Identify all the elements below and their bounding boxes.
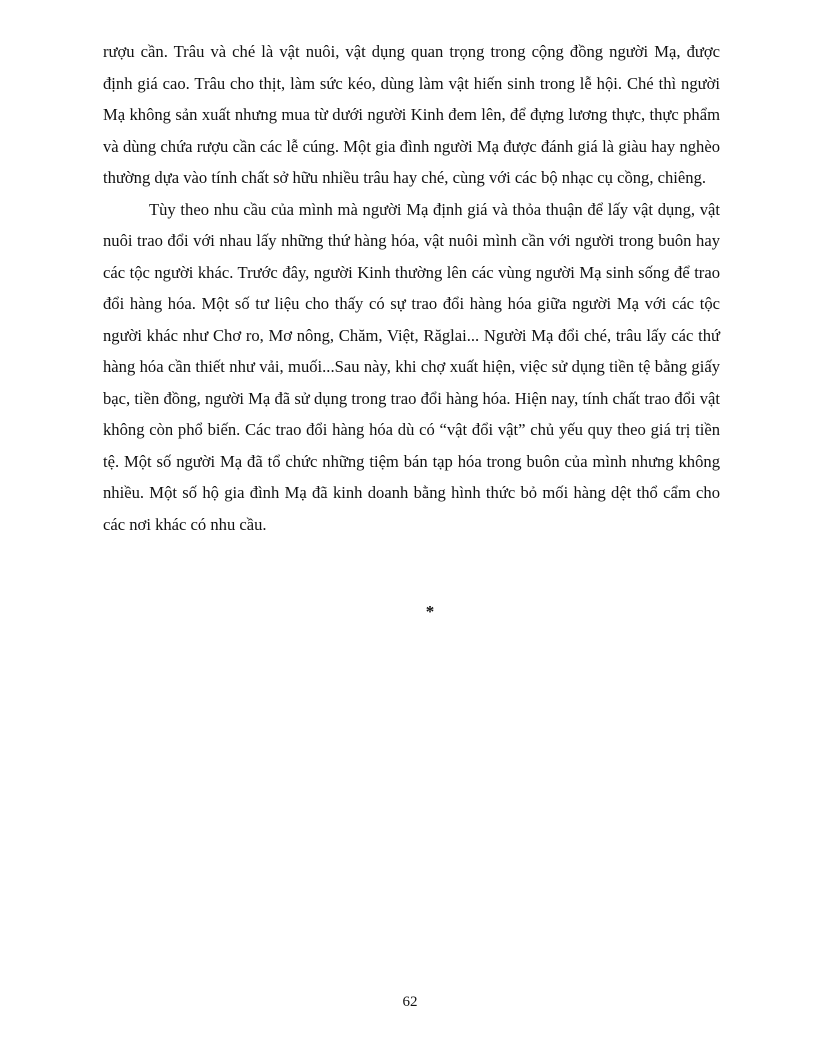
paragraph-2: Tùy theo nhu cầu của mình mà người Mạ định giá và thỏa thuận để lấy vật dụng, vật nuôi trao đổi với nhau lấy những thứ hàng hóa, vật nuôi mình cần với người trong buôn hay các tộc người khác. Trước đây, người Kinh thường lên các vùng người Mạ sinh sống để trao đổi hàng hóa. Một số tư liệu cho thấy có sự trao đổi hàng hóa giữa người Mạ với các tộc người khác như Chơ ro, Mơ nông, Chăm, Việt, Răglai... Người Mạ đổi ché, trâu lấy các thứ hàng hóa cần thiết như vải, muối...Sau này, khi chợ xuất hiện, việc sử dụng tiền tệ bằng giấy bạc, tiền đồng, người Mạ đã sử dụng trong trao đổi hàng hóa. Hiện nay, tính chất trao đổi vật không còn phổ biến. Các trao đổi hàng hóa dù có “vật đổi vật” chủ yếu quy theo giá trị tiền tệ. Một số người Mạ đã tổ chức những tiệm bán tạp hóa trong buôn của mình nhưng không nhiều. Một số hộ gia đình Mạ đã kinh doanh bằng hình thức bỏ mối hàng dệt thổ cẩm cho các nơi khác có nhu cầu. [103,199,720,534]
body-text [103,36,720,540]
section-separator: * [425,602,435,621]
page-number: 62 [402,994,418,1010]
paragraph-1: rượu cần. Trâu và ché là vật nuôi, vật dụng quan trọng trong cộng đồng người Mạ, được định giá cao. Trâu cho thịt, làm sức kéo, dùng làm vật hiến sinh trong lễ hội. Ché thì người Mạ không sản xuất nhưng mua từ dưới người Kinh đem lên, để đựng lương thực, thực phẩm và dùng chứa rượu cần các lễ cúng. Một gia đình người Mạ được đánh giá là giàu hay nghèo thường dựa vào tính chất sở hữu nhiều trâu hay ché, cùng với các bộ nhạc cụ cồng, chiêng. [103,42,720,187]
